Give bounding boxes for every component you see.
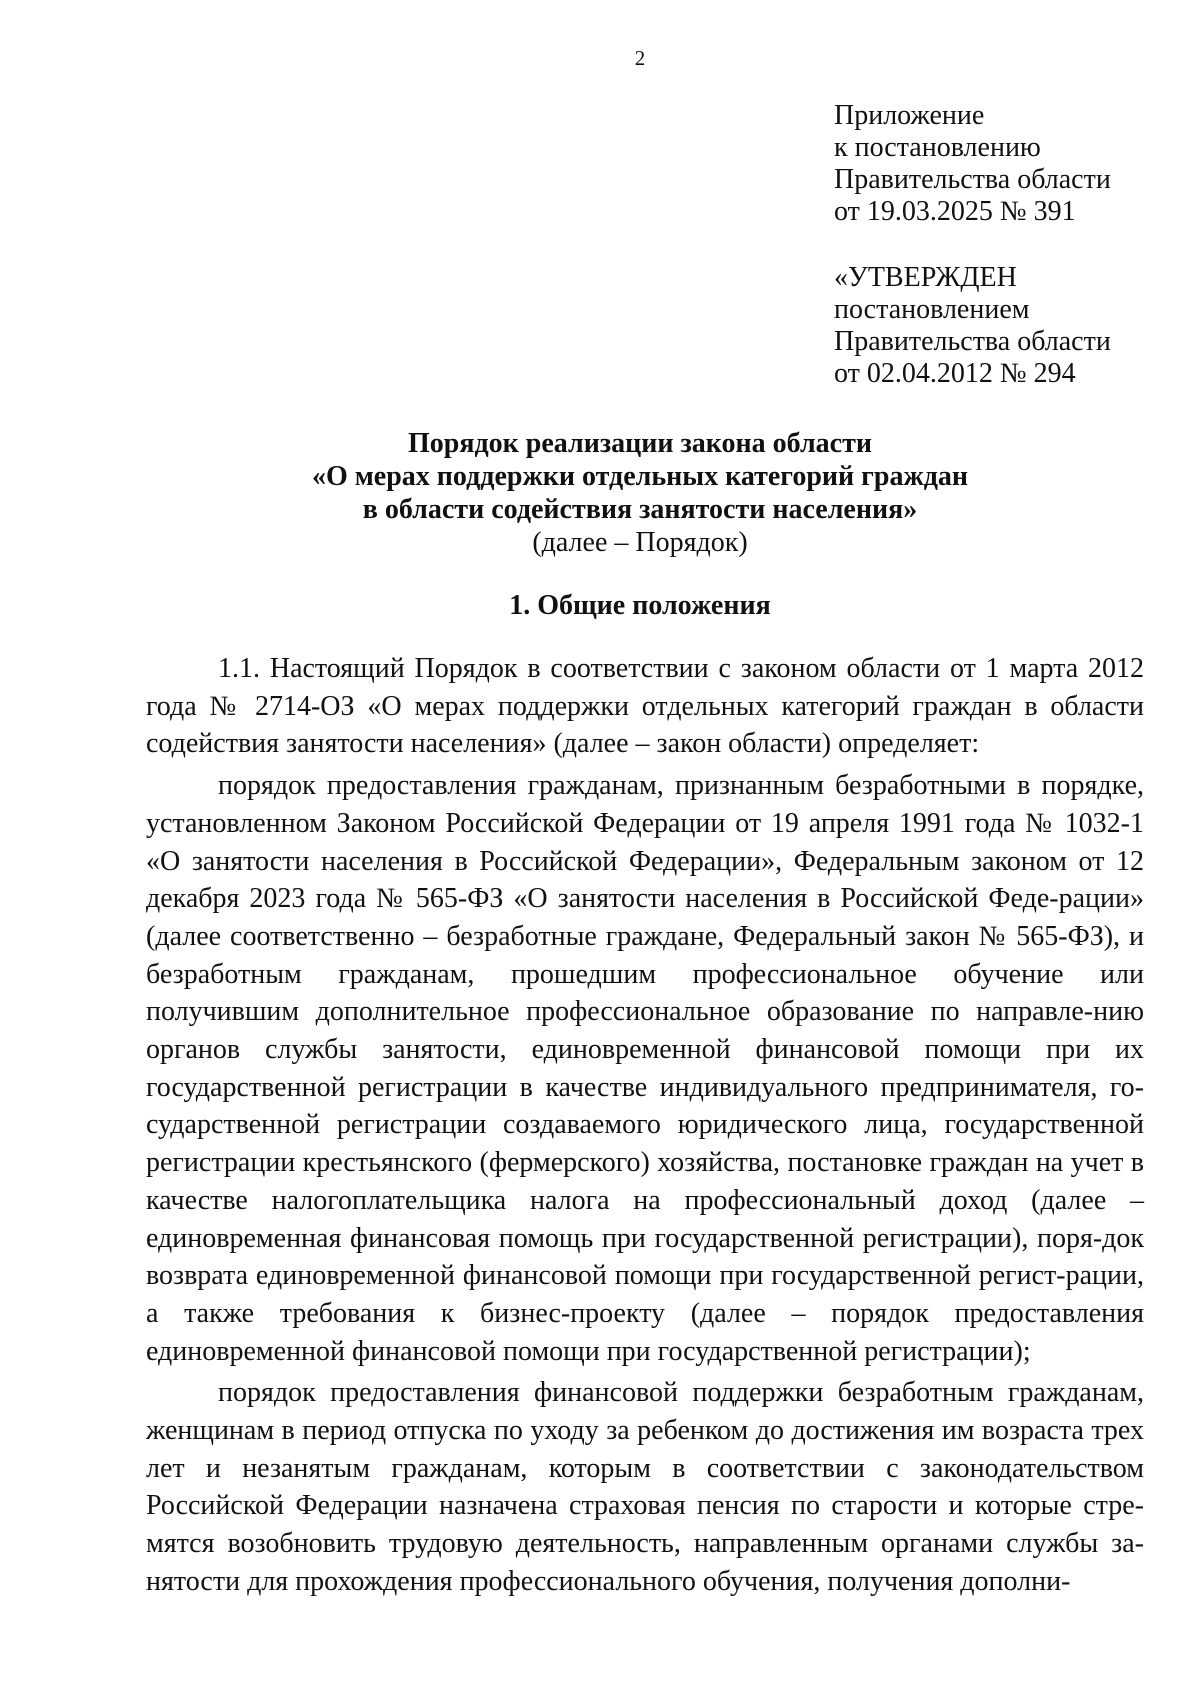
approval-line: от 02.04.2012 № 294 <box>834 358 1076 389</box>
paragraph: порядок предоставления финансовой поддержки безработным гражданам, женщинам в период отпуска по уходу за ребенком до достижения им возраста трех лет и незанятым гражданам, которым в соответствии с законодательством Российской Федерации назначена страховая пенсия по старости и которые стре-мятся возобновить трудовую деятельность, направленным органами службы за-нятости для прохождения профессионального обучения, получения дополни- <box>146 1377 1144 1597</box>
attachment-line: к постановлению <box>834 132 1041 163</box>
title-line: Порядок реализации закона области <box>407 428 872 459</box>
paragraph: порядок предоставления гражданам, признанным безработными в порядке, установленном Законом Российской Федерации от 19 апреля 1991 года № 1032-1 «О занятости населения в Российской Федерации», Федеральным законом от 12 декабря 2023 года № 565-ФЗ «О занятости населения в Российской Феде-рации» (далее соответственно – безработные граждане, Федеральный закон № 565-ФЗ), и безработным гражданам, прошедшим профессиональное обучение или получившим дополнительное профессиональное образование по направле-нию органов службы занятости, единовременной финансовой помощи при их государственной регистрации в качестве индивидуального предпринимателя, го-сударственной регистрации создаваемого юридического лица, государственной регистрации крестьянского (фермерского) хозяйства, постановке граждан на учет в качестве налогоплательщика налога на профессиональный доход (далее – единовременная финансовая помощь при государственной регистрации), поря-док возврата единовременной финансовой помощи при государственной регист-рации, а также требования к бизнес-проекту (далее – порядок предоставления единовременной финансовой помощи при государственной регистрации); <box>146 770 1144 1367</box>
title-line: «О мерах поддержки отдельных категорий граждан <box>311 461 969 492</box>
approval-line: «УТВЕРЖДЕН <box>834 262 1017 293</box>
section-heading: 1. Общие положения <box>509 590 771 621</box>
body-text <box>146 650 1144 1601</box>
approval-block <box>834 262 1111 390</box>
approval-line: постановлением <box>834 294 1030 325</box>
title-note: (далее – Порядок) <box>532 527 748 558</box>
attachment-line: Приложение <box>834 100 985 131</box>
title-line: в области содействия занятости населения» <box>362 494 918 525</box>
attachment-line: от 19.03.2025 № 391 <box>834 196 1076 227</box>
document-title <box>0 427 1200 559</box>
attachment-block <box>834 100 1111 228</box>
attachment-line: Правительства области <box>834 164 1111 195</box>
approval-line: Правительства области <box>834 326 1111 357</box>
page-number: 2 <box>634 46 646 70</box>
paragraph: 1.1. Настоящий Порядок в соответствии с законом области от 1 марта 2012 года № 2714-ОЗ «О мерах поддержки отдельных категорий граждан в области содействия занятости населения» (далее – закон области) определяет: <box>146 653 1144 760</box>
